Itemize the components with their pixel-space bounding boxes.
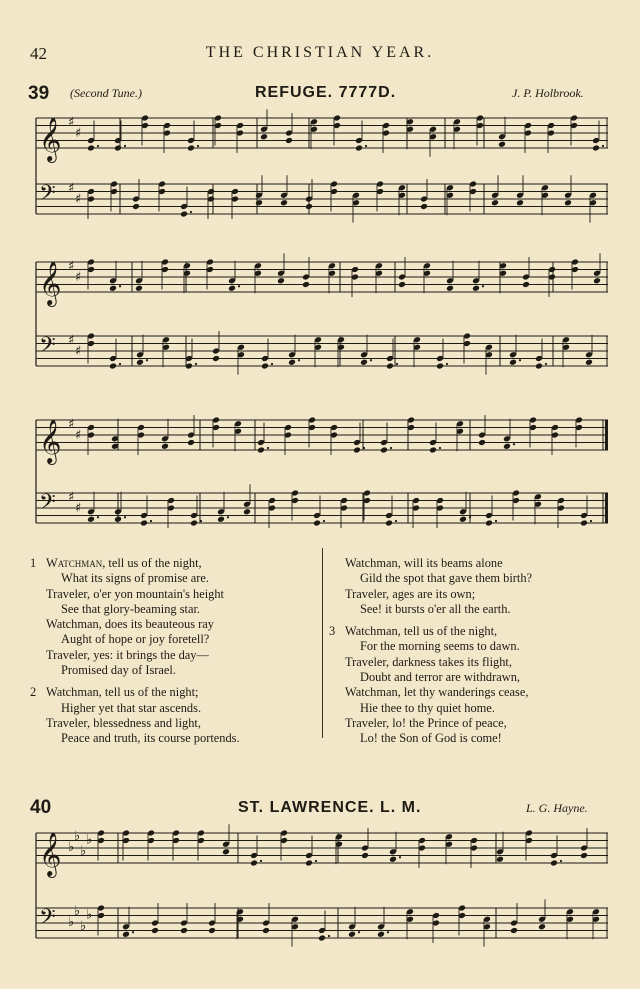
running-head: THE CHRISTIAN YEAR. xyxy=(205,44,435,61)
verse-line xyxy=(46,731,240,746)
note-head xyxy=(496,856,504,863)
note-head xyxy=(257,447,265,454)
dot xyxy=(97,145,99,147)
verse-text: Traveler, blessedness and light, xyxy=(46,715,201,730)
verse-line xyxy=(329,624,532,639)
verse-text: Lo! the Son of God is come! xyxy=(360,731,502,746)
sharp-sign: ♯ xyxy=(68,332,75,348)
note-head xyxy=(491,199,499,206)
final-bar xyxy=(605,493,608,523)
note-head xyxy=(140,520,148,527)
note-head xyxy=(262,927,270,934)
dot xyxy=(150,520,152,522)
note-head xyxy=(109,363,117,370)
note-head xyxy=(585,359,593,366)
flat-sign: ♭ xyxy=(74,903,81,919)
note-head xyxy=(114,145,122,152)
verses-right-column xyxy=(329,556,533,747)
note-head xyxy=(313,520,321,527)
sharp-sign: ♯ xyxy=(75,428,82,443)
note-head xyxy=(380,447,388,454)
dot xyxy=(227,516,229,518)
treble-clef: 𝄞 xyxy=(39,832,62,876)
verse-line xyxy=(345,602,532,617)
note-head xyxy=(436,363,444,370)
verse-line xyxy=(345,639,532,654)
flat-sign: ♭ xyxy=(86,907,93,923)
verse-line xyxy=(46,663,240,678)
dot xyxy=(365,145,367,147)
note-head xyxy=(261,363,269,370)
final-bar xyxy=(605,420,608,450)
verse-text: See! it bursts o'er all the earth. xyxy=(360,601,511,616)
verse-line xyxy=(345,571,532,586)
dot xyxy=(446,363,448,365)
note-head xyxy=(318,935,326,942)
stanza-number: 1 xyxy=(30,556,37,570)
note-head xyxy=(122,931,130,938)
dot xyxy=(545,363,547,365)
dot xyxy=(328,935,330,937)
flat-sign: ♭ xyxy=(68,840,75,855)
verse-line xyxy=(345,731,532,746)
note-head xyxy=(353,447,361,454)
note-head xyxy=(208,927,216,934)
note-head xyxy=(187,145,195,152)
dot xyxy=(590,520,592,522)
dot xyxy=(124,516,126,518)
note-head xyxy=(446,285,454,292)
dot xyxy=(513,443,515,445)
note-head xyxy=(222,848,230,855)
dot xyxy=(469,516,471,518)
bass-clef: 𝄢 xyxy=(39,905,56,935)
sharp-sign: ♯ xyxy=(75,344,82,359)
dot xyxy=(190,211,192,213)
note-head xyxy=(592,145,600,152)
dot xyxy=(200,520,202,522)
dot xyxy=(197,145,199,147)
verse-line xyxy=(345,685,532,700)
note-head xyxy=(109,285,117,292)
note-head xyxy=(277,277,285,284)
note-head xyxy=(280,199,288,206)
verse-line xyxy=(345,701,532,716)
verse-text: Higher yet that star ascends. xyxy=(61,700,202,715)
verse-text: What its signs of promise are. xyxy=(61,571,209,586)
verse-text: Traveler, o'er yon mountain's height xyxy=(46,586,224,601)
note-head xyxy=(132,203,140,210)
note-head xyxy=(190,520,198,527)
note-head xyxy=(114,516,122,523)
sharp-sign: ♯ xyxy=(68,258,75,274)
treble-clef: 𝄞 xyxy=(39,419,62,463)
verse-text: Aught of hope or joy foretell? xyxy=(61,632,210,647)
note-head xyxy=(212,355,220,362)
sharp-sign: ♯ xyxy=(68,416,75,432)
note-head xyxy=(348,931,356,938)
dot xyxy=(97,516,99,518)
note-head xyxy=(377,931,385,938)
note-head xyxy=(485,520,493,527)
flat-sign: ♭ xyxy=(68,915,75,930)
verse-line xyxy=(345,716,532,731)
note-head xyxy=(87,516,95,523)
dot xyxy=(119,285,121,287)
verse-text: Doubt and terror are withdrawn, xyxy=(360,670,520,685)
verse-line xyxy=(345,655,532,670)
stanza-number: 2 xyxy=(30,685,37,700)
note-head xyxy=(535,363,543,370)
note-head xyxy=(516,199,524,206)
page-number: 42 xyxy=(30,44,47,63)
hymn-39-composer: J. P. Holbrook. xyxy=(512,86,584,100)
dot xyxy=(124,145,126,147)
column-divider xyxy=(322,548,323,738)
note-head xyxy=(478,439,486,446)
note-head xyxy=(255,199,263,206)
verse-line xyxy=(46,632,240,647)
flat-sign: ♭ xyxy=(86,832,93,848)
hymn-40-number: 40 xyxy=(30,797,52,818)
note-head xyxy=(360,359,368,366)
dot xyxy=(495,520,497,522)
note-head xyxy=(564,199,572,206)
note-head xyxy=(135,285,143,292)
bass-clef: 𝄢 xyxy=(39,490,56,520)
verse-lead-word: Watchman, xyxy=(46,556,106,570)
note-head xyxy=(228,285,236,292)
flat-sign: ♭ xyxy=(80,843,87,859)
dot xyxy=(482,285,484,287)
note-head xyxy=(398,281,406,288)
note-head xyxy=(389,856,397,863)
sharp-sign: ♯ xyxy=(68,489,75,505)
verse-line xyxy=(46,701,240,716)
dot xyxy=(146,359,148,361)
verse-text: Watchman, tell us of the night; xyxy=(46,685,199,700)
note-head xyxy=(180,927,188,934)
flat-sign: ♭ xyxy=(74,828,81,844)
note-head xyxy=(510,927,518,934)
dot xyxy=(395,520,397,522)
hymn-39-title: REFUGE. 7777D. xyxy=(255,84,397,101)
sharp-sign: ♯ xyxy=(68,180,75,196)
verse-text: Traveler, darkness takes its flight, xyxy=(345,654,512,669)
verse-text: Traveler, lo! the Prince of peace, xyxy=(345,715,507,730)
note-head xyxy=(180,211,188,218)
note-head xyxy=(355,145,363,152)
note-head xyxy=(538,923,546,930)
dot xyxy=(399,856,401,858)
sharp-sign: ♯ xyxy=(75,501,82,516)
verse-line xyxy=(46,617,240,632)
bass-clef: 𝄢 xyxy=(39,333,56,363)
flat-sign: ♭ xyxy=(80,918,87,934)
verse-text: Peace and truth, its course portends. xyxy=(61,731,240,746)
verse-text: Watchman, tell us of the night, xyxy=(345,624,498,639)
note-head xyxy=(420,203,428,210)
verse-text: Traveler, yes: it brings the day— xyxy=(46,647,209,662)
sharp-sign: ♯ xyxy=(68,114,75,130)
note-head xyxy=(550,860,558,867)
note-head xyxy=(243,508,251,515)
dot xyxy=(560,860,562,862)
dot xyxy=(363,447,365,449)
note-head xyxy=(288,359,296,366)
note-head xyxy=(580,852,588,859)
hymn-40-title: ST. LAWRENCE. L. M. xyxy=(238,799,422,816)
note-head xyxy=(285,137,293,144)
verse-text: Gild the spot that gave them birth? xyxy=(360,571,533,586)
note-head xyxy=(161,443,169,450)
note-head xyxy=(136,359,144,366)
note-head xyxy=(386,363,394,370)
note-head xyxy=(593,277,601,284)
verse-line xyxy=(46,587,240,602)
note-head xyxy=(472,285,480,292)
dot xyxy=(370,359,372,361)
note-head xyxy=(509,359,517,366)
note-head xyxy=(151,927,159,934)
verse-line xyxy=(345,556,532,571)
verse-line xyxy=(46,648,240,663)
dot xyxy=(195,363,197,365)
stanza-number: 3 xyxy=(329,624,336,639)
dot xyxy=(315,860,317,862)
verse-line xyxy=(46,716,240,731)
note-head xyxy=(385,520,393,527)
hymn-39-number: 39 xyxy=(28,83,50,104)
hymn-40-composer: L. G. Hayne. xyxy=(526,801,588,815)
note-head xyxy=(522,281,530,288)
sharp-sign: ♯ xyxy=(75,126,82,141)
dot xyxy=(119,363,121,365)
dot xyxy=(519,359,521,361)
note-head xyxy=(305,203,313,210)
note-head xyxy=(305,860,313,867)
verse-text: Watchman, will its beams alone xyxy=(345,556,503,570)
verse-text: tell us of the night, xyxy=(105,556,202,570)
verse-line xyxy=(345,670,532,685)
verse-text: Traveler, ages are its own; xyxy=(345,586,476,601)
dot xyxy=(132,931,134,933)
dot xyxy=(260,860,262,862)
dot xyxy=(238,285,240,287)
verses-left-column xyxy=(30,556,240,747)
treble-clef: 𝄞 xyxy=(39,117,62,161)
verse-text: Promised day of Israel. xyxy=(61,663,176,678)
note-head xyxy=(250,860,258,867)
treble-clef: 𝄞 xyxy=(39,261,62,305)
verse-line xyxy=(46,602,240,617)
verse-line xyxy=(30,556,240,571)
verse-line xyxy=(30,685,240,700)
dot xyxy=(358,931,360,933)
dot xyxy=(602,145,604,147)
note-head xyxy=(302,281,310,288)
dot xyxy=(387,931,389,933)
verse-text: See that glory-beaming star. xyxy=(61,601,201,616)
note-head xyxy=(459,516,467,523)
dot xyxy=(439,447,441,449)
bass-clef: 𝄢 xyxy=(39,181,56,211)
verse-text: Hie thee to thy quiet home. xyxy=(360,700,495,715)
note-head xyxy=(187,439,195,446)
note-head xyxy=(361,852,369,859)
verse-text: Watchman, does its beauteous ray xyxy=(46,617,214,632)
note-head xyxy=(217,516,225,523)
verse-line xyxy=(345,587,532,602)
dot xyxy=(298,359,300,361)
verse-line xyxy=(46,571,240,586)
dot xyxy=(396,363,398,365)
note-head xyxy=(260,133,268,140)
sharp-sign: ♯ xyxy=(75,270,82,285)
dot xyxy=(267,447,269,449)
sharp-sign: ♯ xyxy=(75,192,82,207)
note-head xyxy=(580,520,588,527)
dot xyxy=(390,447,392,449)
verse-text: For the morning seems to dawn. xyxy=(360,639,520,654)
dot xyxy=(271,363,273,365)
hymn-39-subtitle: (Second Tune.) xyxy=(70,86,142,100)
note-head xyxy=(87,145,95,152)
note-head xyxy=(429,447,437,454)
dot xyxy=(323,520,325,522)
note-head xyxy=(498,141,506,148)
note-head xyxy=(503,443,511,450)
verse-text: Watchman, let thy wanderings cease, xyxy=(345,685,529,700)
